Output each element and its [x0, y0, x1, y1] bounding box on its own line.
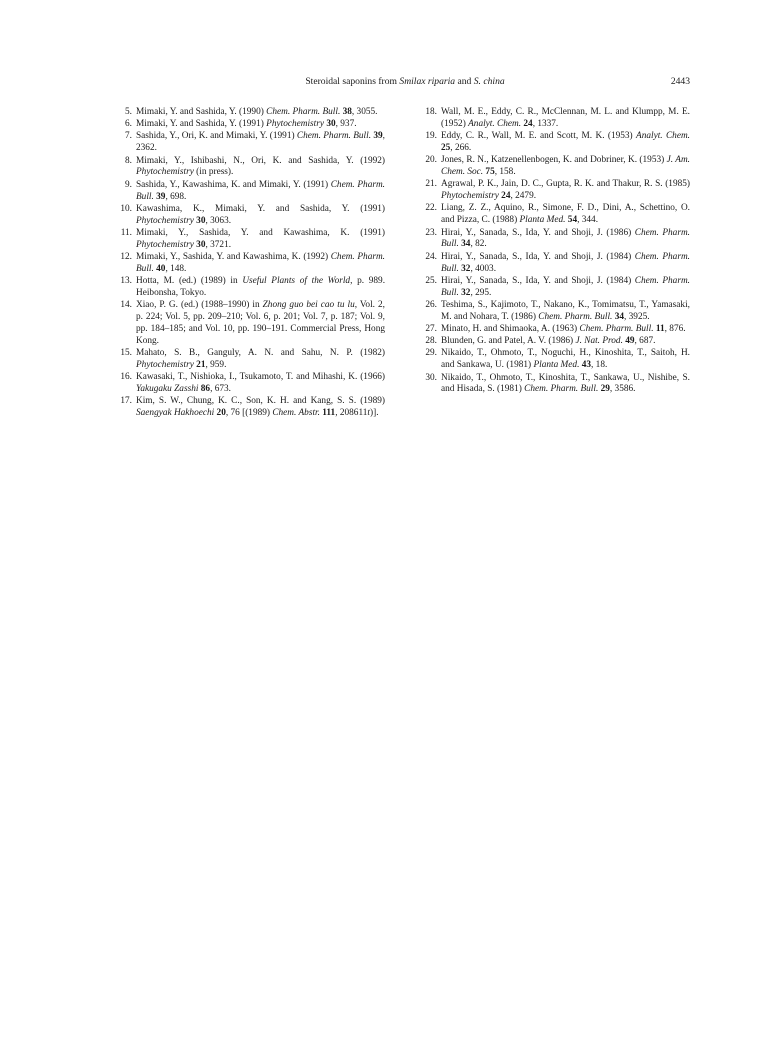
reference-number: 13.: [120, 276, 132, 287]
citation-text: , 2362.: [136, 131, 385, 154]
journal-title: J. Am. Chem. Soc.: [441, 155, 690, 178]
journal-title: Chem. Pharm. Bull.: [538, 311, 613, 322]
citation-text: (in press).: [193, 167, 234, 178]
reference-text: [441, 276, 690, 300]
reference-item: [120, 348, 385, 372]
reference-number: 6.: [125, 119, 132, 130]
citation-text: Hotta, M. (ed.) (1989) in: [136, 276, 243, 287]
citation-text: Kawashima, K., Mimaki, Y. and Sashida, Y. (1991): [136, 203, 385, 214]
reference-item: [120, 276, 385, 300]
reference-number: 7.: [125, 131, 132, 142]
volume-number: 54: [567, 215, 578, 226]
reference-number: 29.: [425, 348, 437, 359]
references-left-column: [120, 107, 385, 420]
citation-text: , p. 989. Heibonsha, Tokyo.: [136, 276, 386, 298]
reference-text: [136, 396, 385, 420]
reference-text: [441, 336, 690, 348]
volume-number: 34: [461, 239, 471, 250]
citation-text: , 3055.: [351, 107, 378, 117]
reference-text: [136, 204, 385, 228]
journal-title: Planta Med.: [533, 360, 580, 371]
reference-text: [136, 131, 385, 155]
citation-text: Kawasaki, T., Nishioka, I., Tsukamoto, T. and Mihashi, K. (1966): [136, 372, 385, 383]
reference-item: [120, 396, 385, 420]
species-name-riparia: Smilax riparia: [399, 76, 456, 87]
reference-number: 18.: [425, 107, 437, 117]
reference-text: [136, 119, 385, 131]
reference-text: [441, 107, 690, 131]
volume-number: 34: [614, 311, 624, 322]
reference-item: [120, 107, 385, 119]
citation-text: , Vol. 2, p. 224; Vol. 5, pp. 209–210; Vol. 6, p. 201; Vol. 7, p. 187; Vol. 9, pp. 184–185; and Vol. 10, pp. 190–191. Commercial Press, Hong Kong.: [136, 300, 385, 346]
reference-number: 24.: [425, 251, 437, 262]
reference-number: 15.: [120, 348, 132, 359]
volume-number: 30: [196, 215, 206, 226]
volume-number: 38: [342, 107, 352, 117]
citation-text: , 295.: [470, 287, 492, 298]
citation-text: Sashida, Y., Ori, K. and Mimaki, Y. (1991): [136, 131, 297, 142]
running-title-prefix: Steroidal saponins from: [305, 76, 400, 87]
volume-number: 20: [216, 408, 226, 419]
citation-text: , 4003.: [470, 263, 497, 274]
reference-number: 20.: [425, 155, 437, 166]
reference-number: 22.: [425, 203, 437, 214]
volume-number: 39: [156, 191, 166, 202]
citation-text: Mimaki, Y., Ishibashi, N., Ori, K. and Sashida, Y. (1992): [136, 155, 385, 166]
journal-title: Chem. Pharm. Bull.: [136, 251, 385, 274]
reference-item: [425, 155, 690, 179]
reference-item: [425, 203, 690, 227]
citation-text: Jones, R. N., Katzenellenbogen, K. and Dobriner, K. (1953): [441, 155, 667, 166]
citation-text: )].: [370, 408, 379, 419]
volume-number: 111: [322, 408, 336, 419]
volume-number: 25: [441, 143, 451, 154]
reference-item: [425, 131, 690, 155]
species-name-china: S. china: [473, 76, 505, 87]
reference-item: [120, 252, 385, 276]
journal-title: Phytochemistry: [136, 167, 194, 178]
volume-number: 24: [523, 118, 533, 129]
reference-number: 9.: [125, 179, 132, 190]
journal-title: Phytochemistry: [136, 215, 194, 226]
citation-text: , 2479.: [510, 191, 537, 202]
reference-text: [441, 252, 690, 276]
citation-text: , 3063.: [205, 215, 232, 226]
reference-number: 14.: [120, 300, 132, 311]
reference-number: 23.: [425, 227, 437, 238]
reference-item: [425, 324, 690, 336]
reference-text: [441, 155, 690, 179]
citation-text: Mimaki, Y. and Sashida, Y. (1990): [136, 107, 267, 117]
volume-number: 21: [196, 360, 206, 370]
reference-item: [120, 372, 385, 396]
volume-number: 24: [501, 191, 511, 202]
citation-text: , 266.: [450, 143, 472, 154]
citation-text: Liang, Z. Z., Aquino, R., Simone, F. D., Dini, A., Schettino, O. and Pizza, C. (1988): [441, 203, 690, 226]
citation-text: , 208611: [335, 408, 368, 419]
journal-title: Phytochemistry: [136, 360, 194, 370]
citation-text: Wall, M. E., Eddy, C. R., McClennan, M. L. and Klumpp, M. E. (1952): [441, 107, 690, 129]
citation-text: , 937.: [335, 119, 357, 130]
reference-item: [425, 228, 690, 252]
reference-text: [136, 180, 385, 204]
reference-number: 11.: [120, 227, 132, 238]
citation-text: Mimaki, Y. and Sashida, Y. (1991): [136, 119, 267, 130]
journal-title: Chem. Pharm. Bull.: [296, 131, 372, 142]
reference-text: [136, 372, 385, 396]
reference-text: [136, 276, 385, 300]
reference-number: 30.: [425, 372, 437, 383]
citation-text: , 18.: [591, 360, 608, 371]
citation-text: , 76 [(1989): [225, 408, 273, 419]
reference-item: [120, 180, 385, 204]
journal-title: Phytochemistry: [441, 191, 499, 202]
reference-item: [120, 204, 385, 228]
citation-text: , 82.: [470, 239, 487, 250]
reference-text: [136, 252, 385, 276]
reference-number: 8.: [125, 155, 132, 166]
citation-text: Minato, H. and Shimaoka, A. (1963): [441, 323, 580, 334]
reference-text: [441, 179, 690, 203]
citation-text: , 687.: [634, 336, 656, 347]
reference-text: [136, 300, 385, 348]
running-title-connector: and: [455, 76, 474, 87]
reference-text: [441, 228, 690, 252]
volume-number: 30: [196, 239, 206, 250]
citation-text: Mimaki, Y., Sashida, Y. and Kawashima, K. (1991): [136, 227, 385, 238]
reference-item: [120, 156, 385, 180]
reference-text: [441, 300, 690, 324]
citation-text: Blunden, G. and Patel, A. V. (1986): [441, 336, 576, 347]
citation-text: Kim, S. W., Chung, K. C., Son, K. H. and Kang, S. S. (1989): [136, 396, 385, 407]
reference-text: [136, 348, 385, 372]
reference-number: 17.: [120, 396, 132, 407]
journal-title: Saengyak Hakhoechi: [136, 408, 215, 419]
reference-text: [441, 131, 690, 155]
reference-text: [441, 348, 690, 372]
reference-item: [425, 373, 690, 397]
citation-text: Xiao, P. G. (ed.) (1988–1990) in: [136, 300, 263, 311]
volume-number: 29: [600, 384, 610, 395]
journal-title: t: [367, 408, 370, 419]
volume-number: 30: [326, 119, 336, 130]
journal-title: Chem. Abstr.: [272, 408, 320, 419]
journal-title: Useful Plants of the World: [242, 276, 351, 287]
journal-title: Analyt. Chem.: [636, 131, 690, 142]
citation-text: , 158.: [494, 167, 516, 178]
journal-title: J. Nat. Prod.: [575, 336, 623, 347]
reference-item: [425, 336, 690, 348]
reference-text: [136, 156, 385, 180]
reference-item: [120, 228, 385, 252]
references-right-column: [425, 107, 690, 397]
volume-number: 86: [200, 384, 211, 395]
reference-item: [425, 179, 690, 203]
citation-text: Nikaido, T., Ohmoto, T., Noguchi, H., Kinoshita, T., Saitoh, H. and Sankawa, U. (1981): [441, 348, 690, 371]
reference-number: 28.: [425, 336, 437, 347]
journal-title: Chem. Pharm. Bull.: [579, 323, 654, 334]
reference-item: [120, 131, 385, 155]
reference-number: 16.: [120, 372, 132, 383]
citation-text: Eddy, C. R., Wall, M. E. and Scott, M. K. (1953): [441, 131, 637, 142]
volume-number: 11: [655, 323, 665, 334]
volume-number: 49: [625, 336, 635, 347]
reference-number: 5.: [125, 107, 132, 117]
reference-text: [441, 324, 690, 336]
reference-number: 27.: [425, 323, 437, 334]
volume-number: 32: [461, 287, 471, 298]
citation-text: Nikaido, T., Ohmoto, T., Kinoshita, T., Sankawa, U., Nishibe, S. and Hisada, S. (1981): [441, 372, 690, 395]
reference-item: [425, 276, 690, 300]
journal-title: Yakugaku Zasshi: [136, 384, 199, 395]
journal-title: Chem. Pharm. Bull.: [524, 384, 599, 395]
reference-number: 10.: [120, 203, 132, 214]
citation-text: , 3721.: [205, 239, 232, 250]
journal-title: Chem. Pharm. Bull.: [441, 251, 690, 274]
journal-title: Planta Med.: [519, 215, 566, 226]
citation-text: , 876.: [664, 323, 686, 334]
reference-item: [425, 107, 690, 131]
volume-number: 40: [156, 263, 166, 274]
journal-title: Phytochemistry: [266, 119, 324, 130]
reference-text: [441, 203, 690, 227]
volume-number: 43: [581, 360, 592, 371]
journal-title: Chem. Pharm. Bull.: [136, 179, 385, 202]
reference-item: [120, 119, 385, 131]
citation-text: , 344.: [577, 215, 599, 226]
citation-text: , 698.: [165, 191, 187, 202]
journal-title: Analyt. Chem.: [468, 118, 522, 129]
citation-text: , 3586.: [609, 384, 636, 395]
reference-item: [425, 348, 690, 372]
journal-title: Zhong guo bei cao tu lu: [262, 300, 355, 311]
running-head: [120, 75, 690, 89]
citation-text: , 3925.: [624, 311, 650, 322]
running-title: [120, 75, 690, 89]
journal-title: Chem. Pharm. Bull.: [441, 275, 690, 298]
reference-number: 12.: [120, 251, 132, 262]
reference-item: [425, 300, 690, 324]
citation-text: , 673.: [210, 384, 231, 395]
journal-title: Chem. Pharm. Bull.: [266, 107, 341, 117]
reference-number: 25.: [425, 275, 437, 286]
citation-text: Sashida, Y., Kawashima, K. and Mimaki, Y. (1991): [136, 179, 331, 190]
volume-number: 75: [485, 167, 495, 178]
citation-text: , 959.: [205, 360, 227, 370]
citation-text: , 148.: [165, 263, 187, 274]
reference-number: 19.: [425, 131, 437, 142]
reference-item: [120, 300, 385, 348]
citation-text: Teshima, S., Kajimoto, T., Nakano, K., Tomimatsu, T., Yamasaki, M. and Nohara, T. (1986): [441, 299, 690, 322]
citation-text: Mimaki, Y., Sashida, Y. and Kawashima, K. (1992): [136, 251, 331, 262]
volume-number: 39: [373, 131, 383, 142]
reference-number: 21.: [425, 179, 437, 190]
volume-number: 32: [461, 263, 471, 274]
reference-text: [136, 228, 385, 252]
citation-text: Hirai, Y., Sanada, S., Ida, Y. and Shoji, J. (1984): [441, 251, 635, 262]
citation-text: , 1337.: [532, 118, 559, 129]
reference-text: [441, 373, 690, 397]
journal-title: Phytochemistry: [136, 239, 194, 250]
journal-title: Chem. Pharm. Bull.: [441, 227, 690, 250]
citation-text: Agrawal, P. K., Jain, D. C., Gupta, R. K. and Thakur, R. S. (1985): [441, 179, 690, 190]
citation-text: Hirai, Y., Sanada, S., Ida, Y. and Shoji, J. (1986): [441, 227, 635, 238]
citation-text: Hirai, Y., Sanada, S., Ida, Y. and Shoji, J. (1984): [441, 275, 635, 286]
reference-item: [425, 252, 690, 276]
page-number: 2443: [670, 76, 690, 87]
citation-text: Mahato, S. B., Ganguly, A. N. and Sahu, N. P. (1982): [136, 348, 385, 359]
reference-text: [136, 107, 385, 119]
reference-number: 26.: [425, 299, 437, 310]
